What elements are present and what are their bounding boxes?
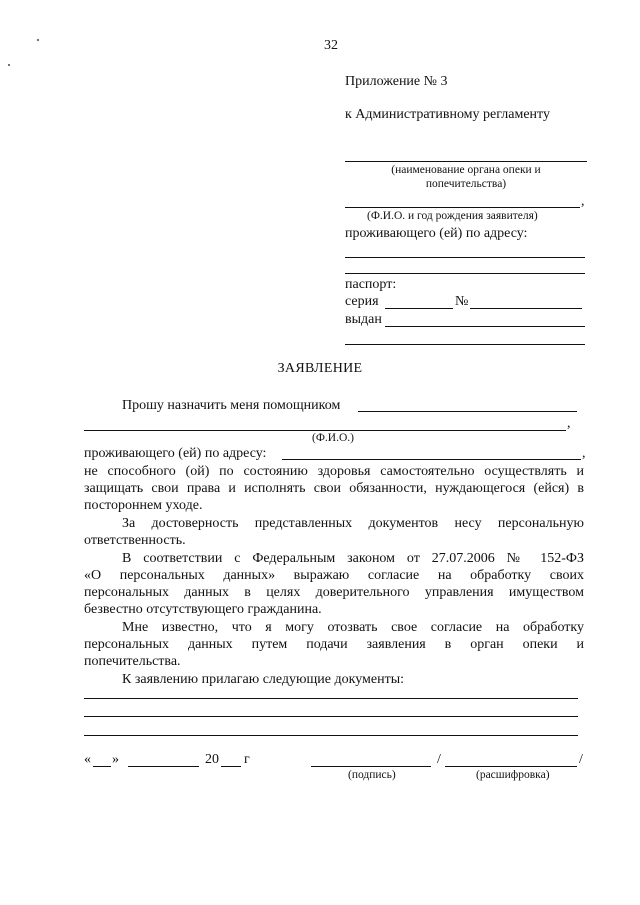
date-month-line[interactable] <box>128 766 199 767</box>
ward-address-line[interactable] <box>282 459 581 460</box>
applicant-fio-caption: (Ф.И.О. и год рождения заявителя) <box>367 210 538 222</box>
date-year-line[interactable] <box>221 766 241 767</box>
passport-issued-line[interactable] <box>385 326 585 327</box>
paragraph-line: защищать свои права и исполнять свои обязанности, нуждающегося (ейся) в <box>84 481 584 496</box>
attachments-label: К заявлению прилагаю следующие документы: <box>122 672 405 687</box>
signature-caption: (подпись) <box>348 769 396 781</box>
paragraph-line: персональных данных в целях доверительного управления имуществом <box>84 585 584 600</box>
paragraph-line: не способного (ой) по состоянию здоровья самостоятельно осуществлять и <box>84 464 584 479</box>
authority-name-line[interactable] <box>345 161 587 162</box>
residing-label: проживающего (ей) по адресу: <box>345 226 528 241</box>
series-label: серия <box>345 294 379 309</box>
issued-label: выдан <box>345 312 382 327</box>
ward-address-label: проживающего (ей) по адресу: <box>84 446 267 461</box>
assistant-name-line[interactable] <box>358 411 577 412</box>
paragraph-line: попечительства. <box>84 654 181 669</box>
passport-issued-line-2[interactable] <box>345 344 585 345</box>
scan-dot <box>37 39 39 41</box>
fio-comma: , <box>581 194 585 209</box>
paragraph-line: За достоверность представленных документов несу персональную <box>122 516 584 531</box>
date-day-line[interactable] <box>93 766 111 767</box>
paragraph-line: Мне известно, что я могу отозвать свое согласие на обработку <box>122 620 584 635</box>
passport-number-line[interactable] <box>470 308 582 309</box>
page-number: 32 <box>324 38 338 53</box>
address-line-2[interactable] <box>345 273 585 274</box>
paragraph-line: В соответствии с Федеральным законом от 27.07.2006 № 152-ФЗ <box>122 551 584 566</box>
signature-slash-right: / <box>579 752 583 767</box>
document-heading: ЗАЯВЛЕНИЕ <box>277 361 363 376</box>
passport-label: паспорт: <box>345 277 397 292</box>
ward-fio-caption: (Ф.И.О.) <box>312 432 354 444</box>
ward-fio-line[interactable] <box>84 430 566 431</box>
authority-caption-2: попечительства) <box>425 178 507 190</box>
request-line: Прошу назначить меня помощником <box>122 398 341 413</box>
date-quote-open: « <box>84 752 91 767</box>
ward-address-comma: , <box>582 446 586 461</box>
date-year-suffix: г <box>244 752 250 767</box>
signature-decoding-line[interactable] <box>445 766 577 767</box>
attachments-line-3[interactable] <box>84 735 578 736</box>
attachments-line-2[interactable] <box>84 716 578 717</box>
date-year-prefix: 20 <box>205 752 219 767</box>
paragraph-line: постороннем уходе. <box>84 498 203 513</box>
signature-line[interactable] <box>311 766 431 767</box>
date-quote-close: » <box>112 752 119 767</box>
address-line-1[interactable] <box>345 257 585 258</box>
number-label: № <box>455 294 469 309</box>
scan-dot <box>8 64 10 66</box>
applicant-fio-line[interactable] <box>345 207 580 208</box>
paragraph-line: «О персональных данных» выражаю согласие на обработку своих <box>84 568 584 583</box>
paragraph-line: персональных данных путем подачи заявления в орган опеки и <box>84 637 584 652</box>
authority-caption-1: (наименование органа опеки и <box>391 164 541 176</box>
passport-series-line[interactable] <box>385 308 453 309</box>
decoding-caption: (расшифровка) <box>476 769 550 781</box>
appendix-title: Приложение № 3 <box>345 74 448 89</box>
ward-fio-comma: , <box>567 416 571 431</box>
paragraph-line: ответственность. <box>84 533 186 548</box>
appendix-subtitle: к Административному регламенту <box>345 107 550 122</box>
attachments-line-1[interactable] <box>84 698 578 699</box>
paragraph-line: безвестно отсутствующего гражданина. <box>84 602 322 617</box>
signature-slash-left: / <box>437 752 441 767</box>
